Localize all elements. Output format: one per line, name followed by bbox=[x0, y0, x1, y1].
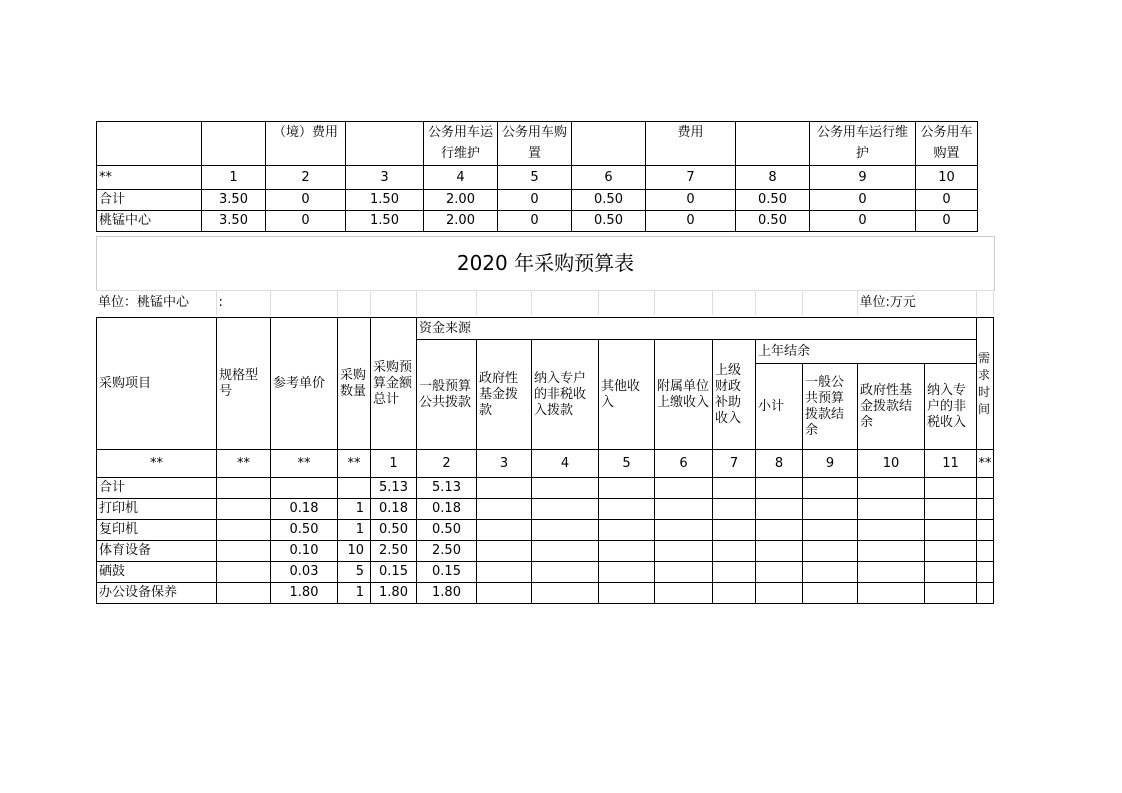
qty-cell: 1 bbox=[338, 499, 371, 520]
summary-header-cell: 公务用车购置 bbox=[498, 122, 572, 166]
header-other: 其他收入 bbox=[599, 340, 655, 450]
item-cell: 硒鼓 bbox=[97, 562, 217, 583]
procurement-budget-table bbox=[96, 317, 994, 604]
spec-cell bbox=[217, 499, 271, 520]
summary-index-cell: 4 bbox=[424, 166, 498, 190]
summary-cell: 0 bbox=[916, 190, 978, 211]
summary-cell: 桃锰中心 bbox=[97, 211, 202, 232]
summary-row bbox=[97, 211, 978, 232]
header-time: 需求时间 bbox=[977, 318, 994, 450]
header-affil: 附属单位上缴收入 bbox=[655, 340, 713, 450]
summary-header-cell bbox=[572, 122, 646, 166]
summary-index-cell: 1 bbox=[202, 166, 266, 190]
index-cell: ** bbox=[217, 450, 271, 478]
qty-cell: 10 bbox=[338, 541, 371, 562]
header-govfund: 政府性基金拨款 bbox=[477, 340, 532, 450]
index-cell: 9 bbox=[803, 450, 858, 478]
general-cell: 0.50 bbox=[417, 520, 477, 541]
summary-cell: 0 bbox=[266, 211, 346, 232]
summary-index-cell: ** bbox=[97, 166, 202, 190]
index-cell: ** bbox=[271, 450, 338, 478]
summary-index-row bbox=[97, 166, 978, 190]
header-item: 采购项目 bbox=[97, 318, 217, 450]
price-cell: 0.03 bbox=[271, 562, 338, 583]
index-cell: 4 bbox=[532, 450, 599, 478]
index-cell: 2 bbox=[417, 450, 477, 478]
summary-header-cell bbox=[97, 122, 202, 166]
unit-currency: 单位:万元 bbox=[857, 291, 976, 316]
summary-cell: 1.50 bbox=[346, 190, 424, 211]
summary-header-cell bbox=[346, 122, 424, 166]
index-cell: 11 bbox=[925, 450, 977, 478]
spec-cell bbox=[217, 520, 271, 541]
summary-cell: 2.00 bbox=[424, 211, 498, 232]
index-cell: 3 bbox=[477, 450, 532, 478]
summary-index-cell: 9 bbox=[810, 166, 916, 190]
header-qty: 采购数量 bbox=[338, 318, 371, 450]
item-cell: 办公设备保养 bbox=[97, 583, 217, 604]
summary-header-row bbox=[97, 122, 978, 166]
index-cell: 1 bbox=[371, 450, 417, 478]
summary-header-cell: 费用 bbox=[646, 122, 736, 166]
index-cell: ** bbox=[338, 450, 371, 478]
summary-header-cell: 公务用车运行维护 bbox=[424, 122, 498, 166]
qty-cell: 1 bbox=[338, 583, 371, 604]
general-cell: 2.50 bbox=[417, 541, 477, 562]
index-cell: 7 bbox=[713, 450, 756, 478]
summary-row bbox=[97, 190, 978, 211]
item-cell: 合计 bbox=[97, 478, 217, 499]
table-row bbox=[97, 499, 994, 520]
price-cell: 0.10 bbox=[271, 541, 338, 562]
table-row bbox=[97, 478, 994, 499]
summary-cell: 0 bbox=[810, 190, 916, 211]
table-row bbox=[97, 562, 994, 583]
header-spec: 规格型号 bbox=[217, 318, 271, 450]
total-cell: 0.15 bbox=[371, 562, 417, 583]
total-cell: 2.50 bbox=[371, 541, 417, 562]
spec-cell bbox=[217, 541, 271, 562]
general-cell: 1.80 bbox=[417, 583, 477, 604]
summary-cell: 0.50 bbox=[572, 190, 646, 211]
summary-index-cell: 6 bbox=[572, 166, 646, 190]
summary-header-cell bbox=[202, 122, 266, 166]
summary-cell: 0 bbox=[646, 190, 736, 211]
summary-index-cell: 8 bbox=[736, 166, 810, 190]
total-cell: 0.18 bbox=[371, 499, 417, 520]
total-cell: 5.13 bbox=[371, 478, 417, 499]
item-cell: 打印机 bbox=[97, 499, 217, 520]
summary-cell: 0.50 bbox=[736, 211, 810, 232]
unit-colon: : bbox=[216, 291, 270, 316]
summary-index-cell: 2 bbox=[266, 166, 346, 190]
qty-cell: 1 bbox=[338, 520, 371, 541]
spec-cell bbox=[217, 478, 271, 499]
header-subsidy: 上级财政补助收入 bbox=[713, 340, 756, 450]
summary-cell: 0 bbox=[498, 211, 572, 232]
general-cell: 5.13 bbox=[417, 478, 477, 499]
header-general: 一般预算公共拨款 bbox=[417, 340, 477, 450]
spec-cell bbox=[217, 583, 271, 604]
summary-cell: 0.50 bbox=[572, 211, 646, 232]
summary-cell: 0 bbox=[646, 211, 736, 232]
item-cell: 体育设备 bbox=[97, 541, 217, 562]
total-cell: 1.80 bbox=[371, 583, 417, 604]
unit-label: 单位：桃锰中心 bbox=[96, 291, 216, 316]
index-cell: 6 bbox=[655, 450, 713, 478]
index-row bbox=[97, 450, 994, 478]
summary-cell: 合计 bbox=[97, 190, 202, 211]
summary-index-cell: 3 bbox=[346, 166, 424, 190]
summary-cell: 0 bbox=[266, 190, 346, 211]
general-cell: 0.18 bbox=[417, 499, 477, 520]
index-cell: ** bbox=[977, 450, 994, 478]
header-ly-general: 一般公共预算拨款结余 bbox=[803, 364, 858, 450]
price-cell bbox=[271, 478, 338, 499]
summary-cell: 0 bbox=[810, 211, 916, 232]
summary-table bbox=[96, 121, 978, 232]
index-cell: 10 bbox=[858, 450, 925, 478]
general-cell: 0.15 bbox=[417, 562, 477, 583]
price-cell: 0.18 bbox=[271, 499, 338, 520]
header-ly-nontax: 纳入专户的非税收入 bbox=[925, 364, 977, 450]
qty-cell: 5 bbox=[338, 562, 371, 583]
summary-header-cell: （境）费用 bbox=[266, 122, 346, 166]
summary-cell: 0 bbox=[498, 190, 572, 211]
summary-header-cell bbox=[736, 122, 810, 166]
summary-header-cell: 公务用车购置 bbox=[916, 122, 978, 166]
qty-cell bbox=[338, 478, 371, 499]
index-cell: 5 bbox=[599, 450, 655, 478]
summary-index-cell: 10 bbox=[916, 166, 978, 190]
summary-index-cell: 5 bbox=[498, 166, 572, 190]
header-total: 采购预算金额总计 bbox=[371, 318, 417, 450]
summary-header-cell: 公务用车运行维护 bbox=[810, 122, 916, 166]
spec-cell bbox=[217, 562, 271, 583]
table-row bbox=[97, 583, 994, 604]
table-row bbox=[97, 520, 994, 541]
summary-cell: 0.50 bbox=[736, 190, 810, 211]
item-cell: 复印机 bbox=[97, 520, 217, 541]
summary-cell: 2.00 bbox=[424, 190, 498, 211]
index-cell: 8 bbox=[756, 450, 803, 478]
header-subtotal: 小计 bbox=[756, 364, 803, 450]
header-lastyear: 上年结余 bbox=[756, 340, 977, 364]
header-funds: 资金来源 bbox=[417, 318, 977, 340]
summary-cell: 1.50 bbox=[346, 211, 424, 232]
table-row bbox=[97, 541, 994, 562]
summary-cell: 0 bbox=[916, 211, 978, 232]
page-title: 2020 年采购预算表 bbox=[96, 236, 995, 291]
price-cell: 0.50 bbox=[271, 520, 338, 541]
summary-index-cell: 7 bbox=[646, 166, 736, 190]
index-cell: ** bbox=[97, 450, 217, 478]
header-price: 参考单价 bbox=[271, 318, 338, 450]
header-nontax: 纳入专户的非税收入拨款 bbox=[532, 340, 599, 450]
summary-cell: 3.50 bbox=[202, 190, 266, 211]
header-ly-govfund: 政府性基金拨款结余 bbox=[858, 364, 925, 450]
summary-cell: 3.50 bbox=[202, 211, 266, 232]
price-cell: 1.80 bbox=[271, 583, 338, 604]
total-cell: 0.50 bbox=[371, 520, 417, 541]
unit-row bbox=[96, 290, 994, 315]
